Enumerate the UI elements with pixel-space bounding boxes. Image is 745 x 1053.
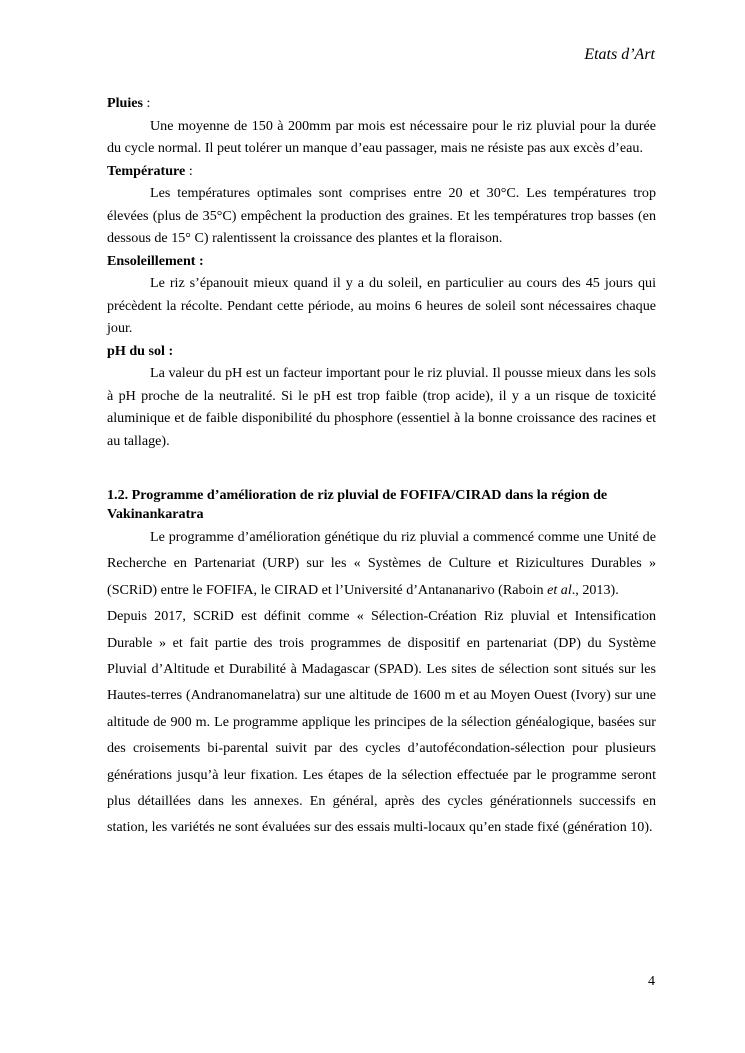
programme-paragraph-1-end: ., 2013). [571, 581, 619, 598]
programme-paragraph-1-main: Le programme d’amélioration génétique du riz pluvial a commencé comme une Unité de Recherche en Partenariat (URP) sur les « Systèmes de Culture et Rizicultures Durables » (SCRiD) entre le FOFIFA, le CIRAD et l’Université d’Antananarivo (Raboin [107, 529, 656, 598]
citation-et-al: et al [547, 581, 572, 598]
pluies-label: Pluies [107, 95, 144, 111]
programme-paragraph-2: Depuis 2017, SCRiD est définit comme « Sélection-Création Riz pluvial et Intensification Durable » et fait partie des trois programmes de dispositif en partenariat (DP) du Système Pluvial d’Altitude et Durabilité à Madagascar (SPAD). Les sites de sélection sont situés sur les Hautes-terres (Andranomanelatra) sur une altitude de 1600 m et au Moyen Ouest (Ivory) sur une altitude de 900 m. Le programme applique les principes de la sélection généalogique, basées sur des croisements bi-parental suivit par des cycles d’autofécondation-sélection pour plusieurs générations jusqu’à leur fixation. Les étapes de la sélection effectuée par le programme seront plus détaillées dans les annexes. En général, après des cycles générationnels successifs en station, les variétés ne sont évaluées sur des essais multi-locaux qu’en stade fixé (génération 10). [107, 608, 656, 836]
programme-paragraph-1 [107, 524, 656, 603]
ph-paragraph: La valeur du pH est un facteur important pour le riz pluvial. Il pousse mieux dans les sols à pH proche de la neutralité. Si le pH est trop faible (trop acide), il y a un risque de toxicité aluminique et de faible disponibilité du phosphore (essentiel à la bonne croissance des racines et au tallage). [107, 365, 656, 449]
temperature-label: Température [107, 162, 186, 179]
section-ph [107, 340, 656, 453]
ph-label: pH du sol : [107, 342, 174, 359]
document-body [107, 92, 656, 841]
running-header: Etats d’Art [584, 46, 655, 63]
section-temperature [107, 160, 656, 250]
ensoleillement-paragraph: Le riz s’épanouit mieux quand il y a du soleil, en particulier au cours des 45 jours qui précèdent la récolte. Pendant cette période, au moins 6 heures de soleil sont nécessaires chaque jour. [107, 275, 656, 336]
pluies-paragraph: Une moyenne de 150 à 200mm par mois est nécessaire pour le riz pluvial pour la durée du cycle normal. Il peut tolérer un manque d’eau passager, mais ne résiste pas aux excès d’eau. [107, 117, 656, 156]
section-heading-programme: 1.2. Programme d’amélioration de riz pluvial de FOFIFA/CIRAD dans la région de Vakinankaratra [107, 487, 608, 522]
section-ensoleillement [107, 250, 656, 340]
page-number: 4 [648, 974, 655, 989]
section-pluies [107, 92, 656, 160]
temperature-paragraph: Les températures optimales sont comprises entre 20 et 30°C. Les températures trop élevées (plus de 35°C) empêchent la production des graines. Et les températures trop basses (en dessous de 15° C) ralentissent la croissance des plantes et la floraison. [107, 185, 656, 246]
pluies-label-suffix: : [143, 95, 151, 111]
section-label-temperature [107, 160, 656, 183]
ensoleillement-label: Ensoleillement : [107, 252, 204, 269]
temperature-label-suffix: : [185, 162, 193, 179]
section-label-pluies [107, 92, 656, 115]
